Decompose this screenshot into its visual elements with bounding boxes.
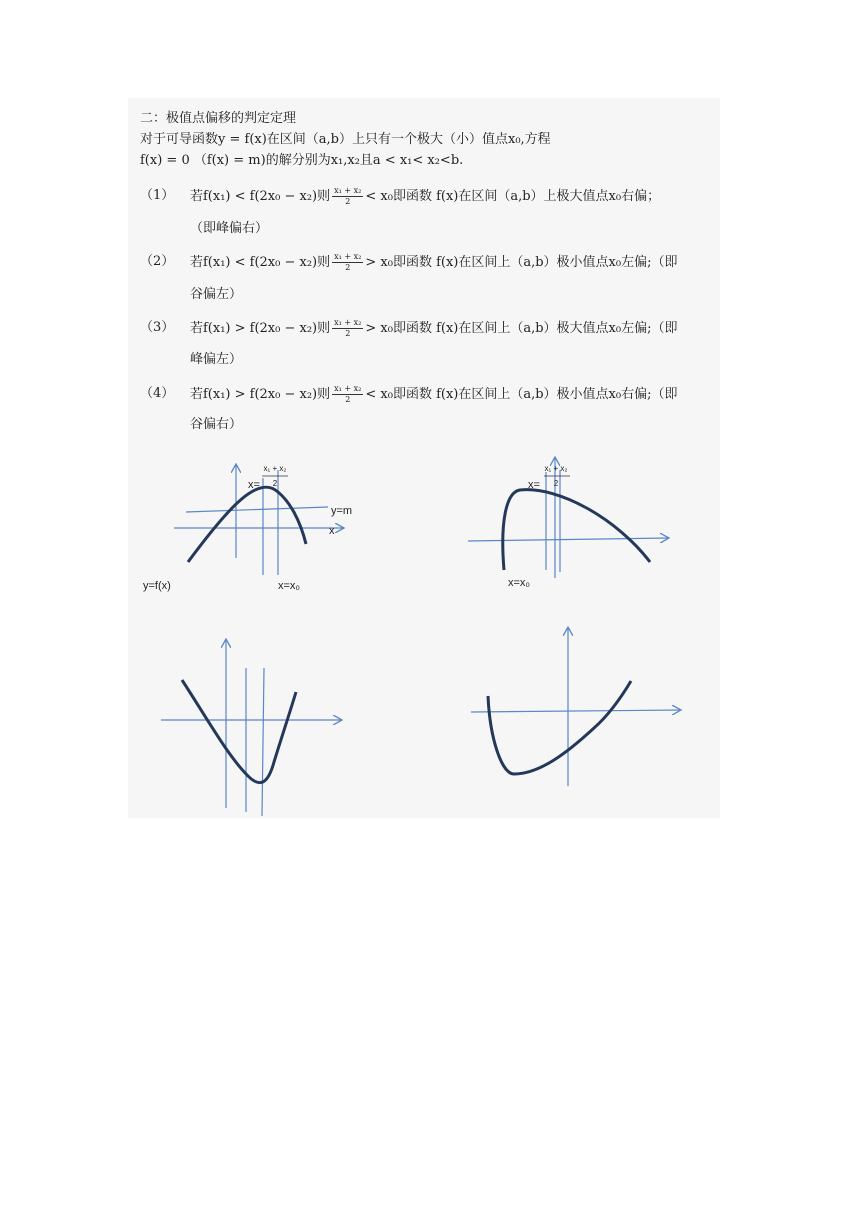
theorem-item-2-continuation: 谷偏左） [190,287,243,302]
fraction-numerator: x₁ + x₂ [263,464,287,473]
item-condition: 若f(x₁) > f(2x₀ − x₂)则 [190,321,331,336]
intro-line-1: 对于可导函数y = f(x)在区间（a,b）上只有一个极大（小）值点x₀,方程 [140,132,551,147]
intro-line-2: f(x) = 0 （f(x) = m)的解分别为x₁,x₂且a < x₁< x₂<b. [140,153,464,168]
item-conclusion: 即函数 f(x)在区间上（a,b）极小值点x₀左偏;（即 [392,255,678,270]
curve-f [188,487,306,562]
item-relation: < x₀ [365,387,393,402]
item-conclusion: 即函数 f(x)在区间（a,b）上极大值点x₀右偏； [392,189,661,204]
fraction-denominator: 2 [553,479,559,488]
item-marker: （4） [140,386,175,401]
item-marker: （3） [140,320,175,335]
item-body [190,252,677,273]
midpoint-label: x= [528,479,540,491]
item-condition: 若f(x₁) < f(2x₀ − x₂)则 [190,255,331,270]
item-condition: 若f(x₁) < f(2x₀ − x₂)则 [190,189,331,204]
x0-line [262,668,264,816]
midpoint-fraction: $\frac{\text{x₁ + x₂}}{2}$ [334,318,362,338]
figure-valley-left [161,640,341,816]
fraction-numerator: x₁ + x₂ [544,464,568,473]
item-marker: （1） [140,188,175,203]
x-axis [471,710,680,712]
midpoint-fraction: $\frac{\text{x₁ + x₂}}{2}$ [334,384,362,404]
item-relation: < x₀ [365,189,393,204]
item-condition: 若f(x₁) > f(2x₀ − x₂)则 [190,387,331,402]
theorem-item-3-continuation: 峰偏左） [190,352,243,367]
x-axis-label: x [329,525,335,537]
ym-label: y=m [331,505,353,517]
midpoint-label: x= [248,479,260,491]
x0-label: x=x₀ [508,577,530,589]
curve-f [182,680,296,783]
midpoint-fraction: $\frac{\text{x₁ + x₂}}{2}$ [334,186,362,206]
item-marker: （2） [140,254,175,269]
x-axis [468,538,668,541]
item-body [190,186,660,207]
item-relation: > x₀ [365,255,393,270]
item-body [190,384,677,405]
yfx-label: y=f(x) [143,580,171,592]
theorem-item-1-continuation: （即峰偏右） [190,221,269,236]
item-body [190,318,677,339]
x0-label: x=x₀ [278,580,300,592]
item-conclusion: 即函数 f(x)在区间上（a,b）极大值点x₀左偏;（即 [392,321,678,336]
theorem-item-4-continuation: 谷偏右） [190,417,243,432]
item-relation: > x₀ [365,321,393,336]
figure-valley-right [471,628,680,786]
figure-peak-left [468,458,668,589]
item-conclusion: 即函数 f(x)在区间上（a,b）极小值点x₀右偏;（即 [392,387,678,402]
curve-f [503,490,650,570]
fraction-denominator: 2 [272,479,278,488]
figures-canvas [128,440,720,818]
section-heading: 二：极值点偏移的判定定理 [140,111,297,126]
line-y-equals-m [186,507,328,512]
curve-f [488,681,631,774]
midpoint-fraction: $\frac{\text{x₁ + x₂}}{2}$ [334,252,362,272]
figure-peak-right [143,464,352,592]
